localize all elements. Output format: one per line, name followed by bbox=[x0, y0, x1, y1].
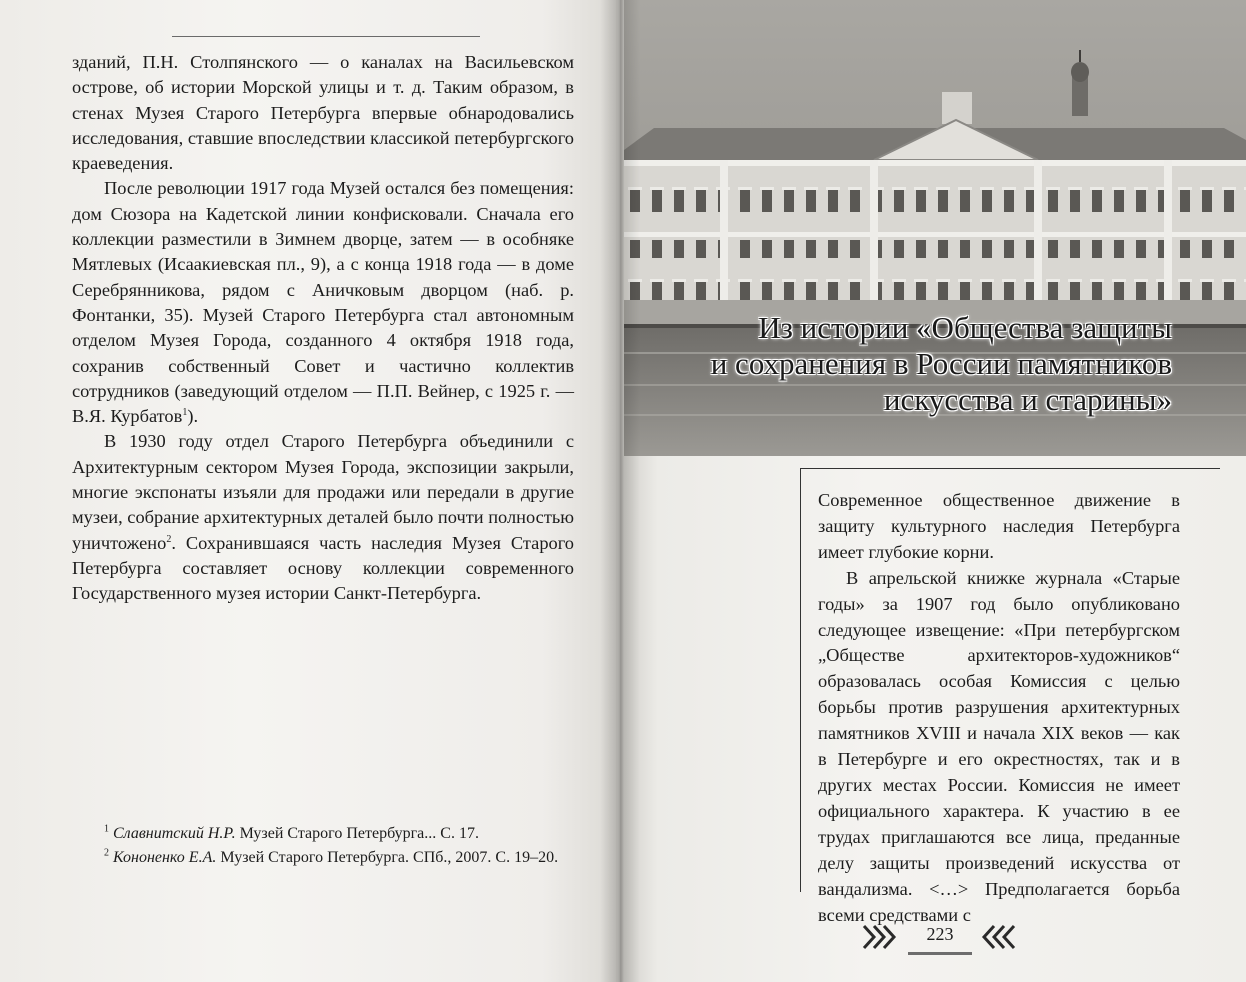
paragraph-tail: . Сохранившаяся часть наследия Музея Старого Петербурга составляет основу коллекции современного Государственного музея истории Санкт-Петербурга. bbox=[72, 532, 574, 604]
header-rule bbox=[172, 36, 480, 37]
paragraph-tail: ). bbox=[187, 406, 199, 427]
paragraph bbox=[72, 176, 574, 429]
folio-underline bbox=[908, 952, 972, 955]
footnote-ref: 1 bbox=[182, 407, 188, 419]
paragraph: Современное общественное движение в защиту культурного наследия Петербурга имеет глубокие корни. bbox=[818, 490, 1180, 562]
paragraph-text: После революции 1917 года Музей остался без помещения: дом Сюзора на Кадетской линии конфисковали. Сначала его коллекции разместили в Зимнем дворце, затем — в особняке Мятлевых (Исаакиевская пл., 9), а с конца 1918 года — в доме Серебрянникова, рядом с Аничковым дворцом (наб. р. Фонтанки, 35). Музей Старого Петербурга стал автономным отделом Музея Города, созданного 4 октября 1918 года, сохранив собственный Совет и частично коллектив сотрудников (заведующий отделом — П.П. Вейнер, с 1925 г. — В.Я. Курбатов bbox=[72, 178, 574, 427]
footnote-text: Музей Старого Петербурга. СПб., 2007. С. 19–20. bbox=[216, 849, 559, 866]
heading-line: искусства и старины» bbox=[883, 382, 1172, 417]
footnote-author: Кононенко Е.А. bbox=[113, 849, 217, 866]
page-folio bbox=[860, 916, 1020, 956]
footnote-text: Музей Старого Петербурга... С. 17. bbox=[235, 825, 479, 842]
chevron-right-ornament-icon bbox=[860, 922, 900, 952]
footnote-mark: 1 bbox=[104, 823, 109, 835]
footnote bbox=[72, 846, 574, 870]
chevron-left-ornament-icon bbox=[978, 922, 1018, 952]
right-page-body bbox=[818, 488, 1180, 928]
footnote bbox=[72, 822, 574, 846]
left-page-body bbox=[72, 50, 574, 607]
paragraph: зданий, П.Н. Столпянского — о каналах на Васильевском острове, об истории Морской улицы и т. д. Таким образом, в стенах Музея Старого Петербурга впервые обнародовались исследования, ставшие впоследствии классикой петербургского краеведения. bbox=[72, 52, 574, 174]
page-number: 223 bbox=[926, 924, 954, 944]
footnote-author: Славнитский Н.Р. bbox=[113, 825, 236, 842]
footnote-mark: 2 bbox=[104, 847, 109, 859]
book-gutter bbox=[600, 0, 640, 982]
heading-line: Из истории «Общества защиты bbox=[758, 310, 1172, 345]
frame-rule-vertical bbox=[800, 468, 801, 892]
paragraph: В апрельской книжке журнала «Старые годы» за 1907 год было опубликовано следующее извещение: «При петербургском „Обществе архитекторов-художников“ образовалась особая Комиссия с целью борьбы против разрушения архитектурных памятников XVIII и начала XIX веков — как в Петербурге и его окрестностях, так и в других местах России. Комиссия не имеет официального характера. К участию в ее трудах приглашаются все лица, преданные делу защиты произведений искусства от вандализма. <…> Предполагается борьба всеми средствами с bbox=[818, 567, 1180, 925]
footnote-ref: 2 bbox=[166, 533, 172, 545]
heading-line: и сохранения в России памятников bbox=[710, 346, 1172, 381]
paragraph-text: В 1930 году отдел Старого Петербурга объединили с Архитектурным сектором Музея Города, экспозиции закрыли, многие экспонаты изъяли для продажи или передали в другие музеи, собрание архитектурных деталей было почти полностью уничтожено bbox=[72, 431, 574, 553]
footnotes bbox=[72, 822, 574, 870]
chapter-heading bbox=[628, 310, 1172, 418]
paragraph bbox=[72, 429, 574, 606]
frame-rule-horizontal bbox=[800, 468, 1220, 469]
